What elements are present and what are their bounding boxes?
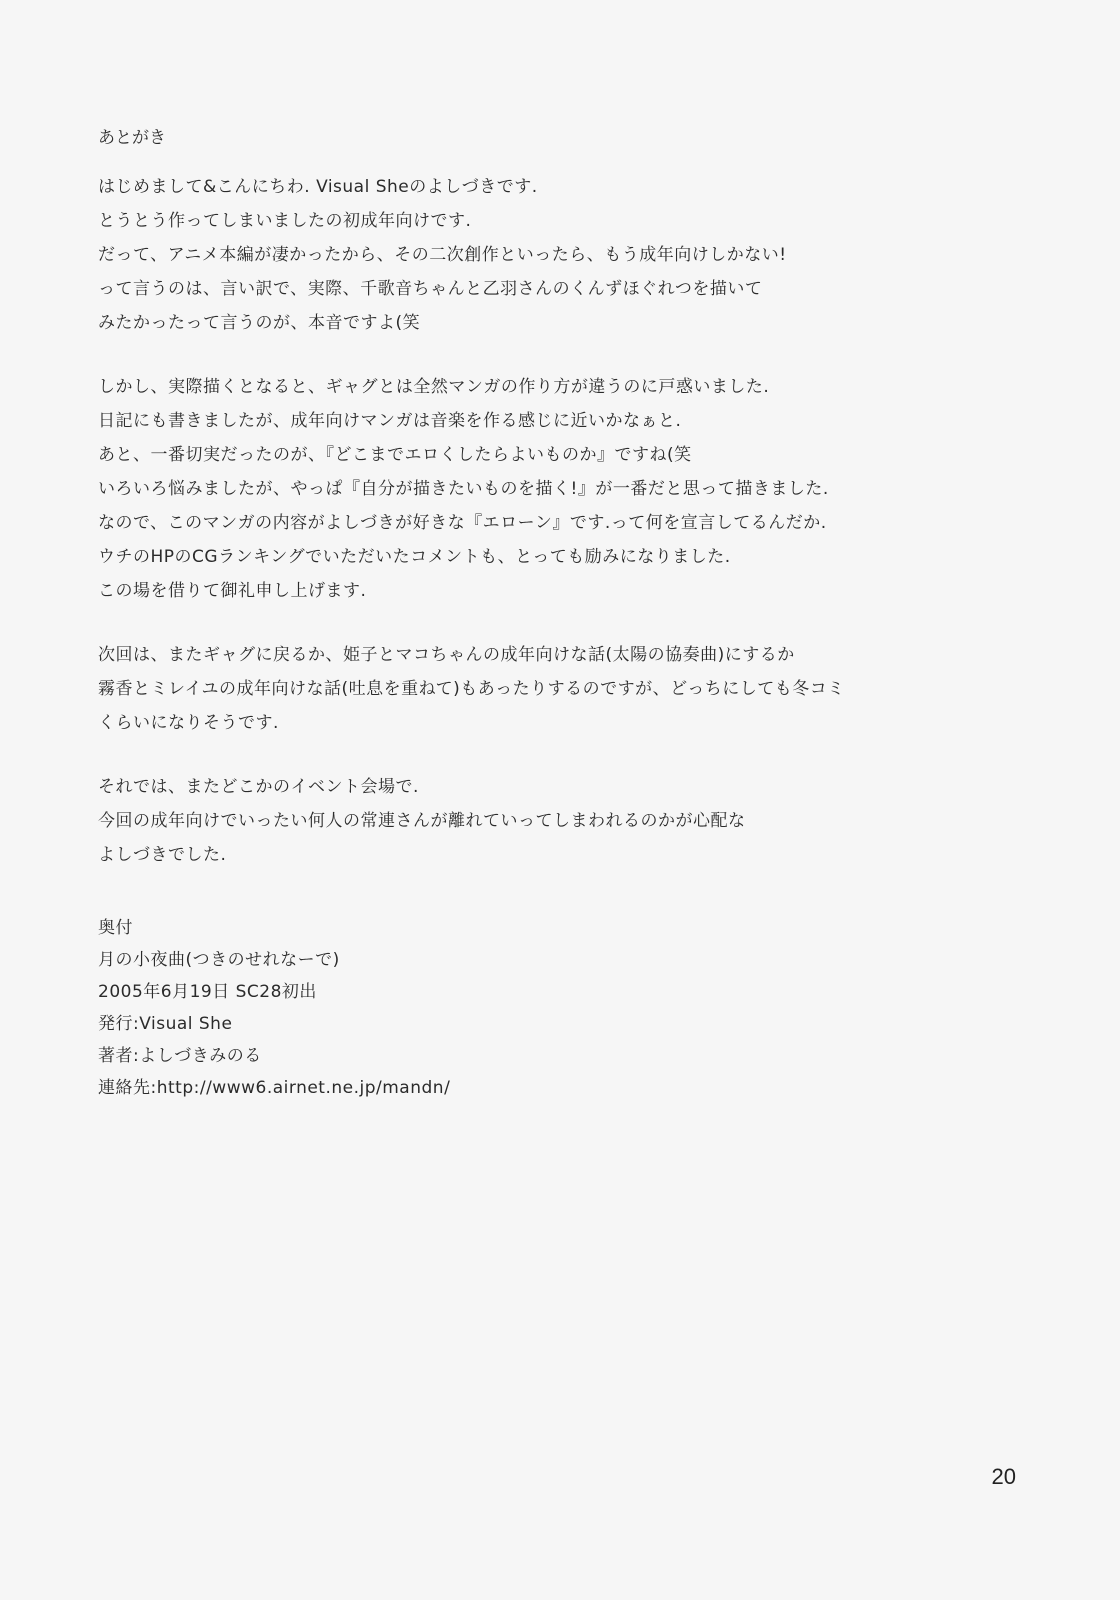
text-line: みたかったって言うのが、本音ですよ(笑 xyxy=(98,313,421,333)
text-line: 霧香とミレイユの成年向けな話(吐息を重ねて)もあったりするのですが、どっちにしても冬コミ xyxy=(98,679,845,699)
text-line: この場を借りて御礼申し上げます. xyxy=(98,581,367,601)
text-line: しかし、実際描くとなると、ギャグとは全然マンガの作り方が違うのに戸惑いました. xyxy=(98,377,770,397)
afterword-paragraph-1 xyxy=(98,170,1018,340)
text-line: それでは、またどこかのイベント会場で. xyxy=(98,777,419,797)
afterword-paragraph-4 xyxy=(98,770,1018,872)
text-line: くらいになりそうです. xyxy=(98,713,279,733)
text-line: 日記にも書きましたが、成年向けマンガは音楽を作る感じに近いかなぁと. xyxy=(98,411,682,431)
text-line: とうとう作ってしまいましたの初成年向けです. xyxy=(98,211,472,231)
colophon-heading: 奥付 xyxy=(98,918,133,938)
text-line: いろいろ悩みましたが、やっぱ『自分が描きたいものを描く!』が一番だと思って描きました. xyxy=(98,479,829,499)
colophon-contact: 連絡先:http://www6.airnet.ne.jp/mandn/ xyxy=(98,1078,451,1098)
text-line: って言うのは、言い訳で、実際、千歌音ちゃんと乙羽さんのくんずほぐれつを描いて xyxy=(98,279,763,299)
colophon-first-edition: 2005年6月19日 SC28初出 xyxy=(98,982,317,1002)
text-line: よしづきでした. xyxy=(98,845,227,865)
colophon-publisher: 発行:Visual She xyxy=(98,1014,233,1034)
text-line: はじめまして&こんにちわ. Visual Sheのよしづきです. xyxy=(98,177,538,197)
afterword-paragraph-2 xyxy=(98,370,1018,608)
afterword-section xyxy=(98,121,1018,902)
colophon-author: 著者:よしづきみのる xyxy=(98,1046,262,1066)
text-line: 今回の成年向けでいったい何人の常連さんが離れていってしまわれるのかが心配な xyxy=(98,811,746,831)
text-line: あと、一番切実だったのが、『どこまでエロくしたらよいものか』ですね(笑 xyxy=(98,445,692,465)
afterword-title: あとがき xyxy=(98,128,166,148)
text-line: 次回は、またギャグに戻るか、姫子とマコちゃんの成年向けな話(太陽の協奏曲)にするか xyxy=(98,645,795,665)
afterword-paragraph-3 xyxy=(98,638,1018,740)
text-line: なので、このマンガの内容がよしづきが好きな『エローン』です.って何を宣言してるんだか. xyxy=(98,513,827,533)
text-line: だって、アニメ本編が凄かったから、その二次創作といったら、もう成年向けしかない! xyxy=(98,245,787,265)
colophon-section xyxy=(98,912,798,1104)
text-line: ウチのHPのCGランキングでいただいたコメントも、とっても励みになりました. xyxy=(98,547,731,567)
colophon-book-title: 月の小夜曲(つきのせれなーで) xyxy=(98,950,340,970)
page-number: 20 xyxy=(991,1464,1016,1489)
